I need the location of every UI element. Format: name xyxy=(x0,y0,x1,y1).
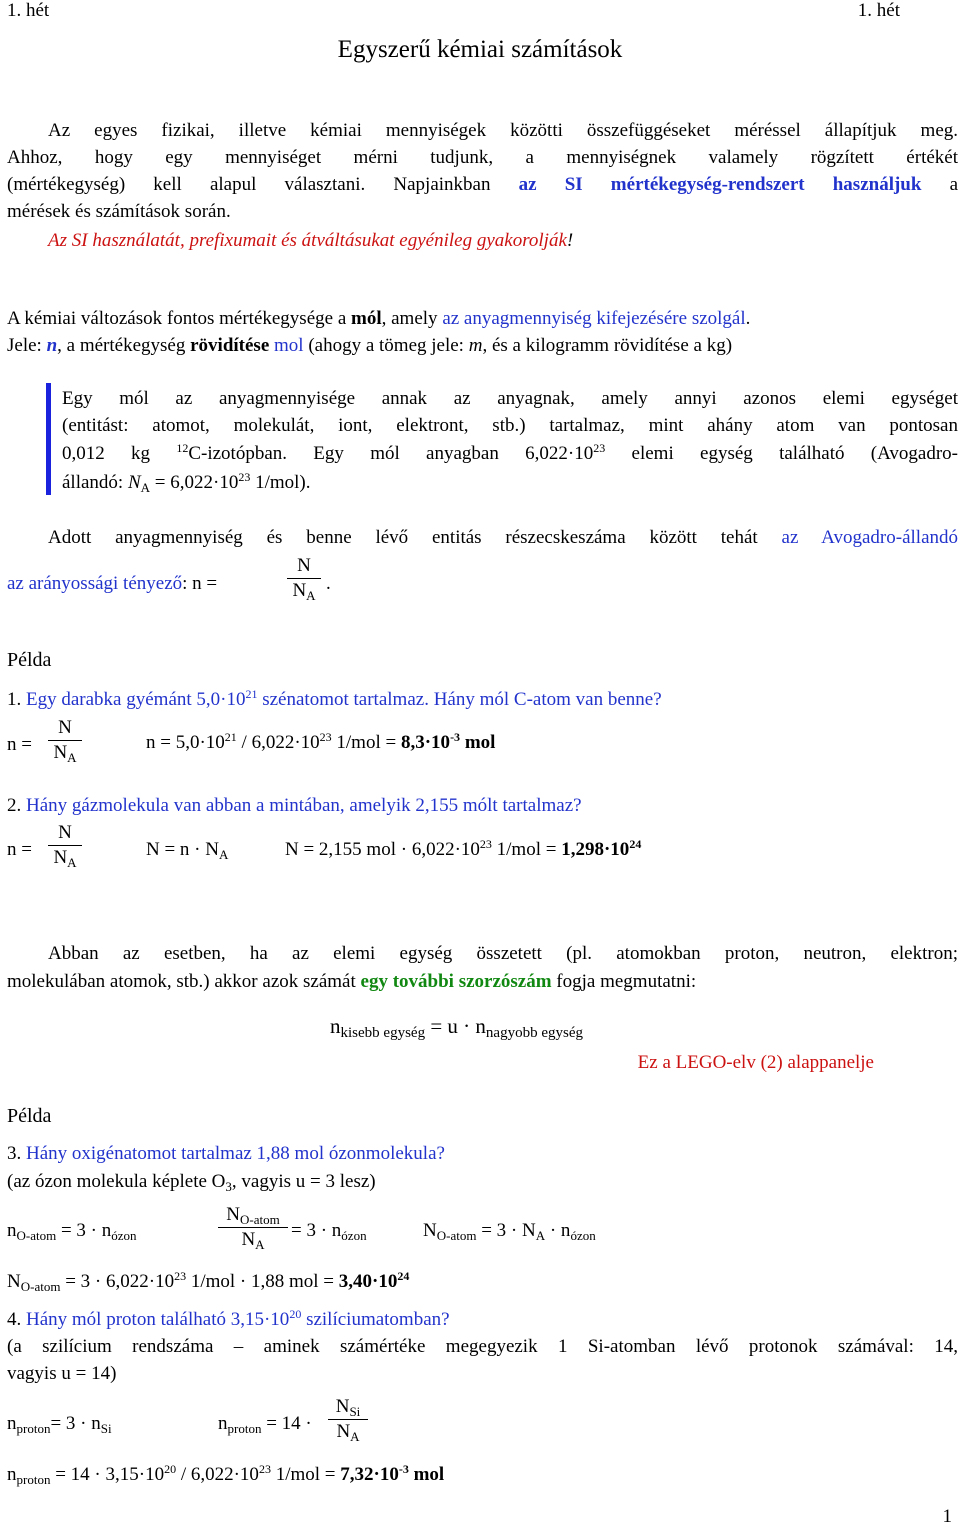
header-right: 1. hét xyxy=(857,0,900,21)
definition-line-3: 0,012 kg $^{12}$C-izotópban. Egy mól anyagban $6,022\cdot 10^{23}$ elemi egység található (Avogadro- xyxy=(62,441,959,464)
lego-note: Ez a LEGO-elv (2) alappanelje xyxy=(637,1052,874,1073)
solution-1: $n = 5,0\cdot 10^{21} / 6,022\cdot 10^{23}$ $1/mol = 8,3\cdot 10^{-3}$ mol xyxy=(146,730,496,753)
definition-line-1: Egy mól az anyagmennyisége annak az anyagnak, amely annyi azonos elemi egységet xyxy=(62,388,958,409)
ratio-end: . xyxy=(326,573,331,594)
ratio-line-1: Adott anyagmennyiség és benne lévő entitás részecskeszáma között tehát az Avogadro-állandó xyxy=(48,527,959,548)
intro-line-4: mérések és számítások során. xyxy=(7,201,231,222)
ratio-fraction: $\frac{N}{N_A}$ xyxy=(287,554,321,603)
si-practice-note: Az SI használatát, prefixumait és átváltásukat egyénileg gyakorolják! xyxy=(48,230,574,251)
equation-3-fraction: $N_{O-atom}$ $N_A$ xyxy=(218,1203,288,1252)
mol-symbol-line: Jele: n, a mértékegység rövidítése mol (ahogy a tömeg jele: m, és a kilogramm rövidítése a kg) xyxy=(7,335,733,356)
equation-4a: $n_{proton}= 3 \cdot n_{Si}$ xyxy=(7,1413,112,1436)
result-3: $N_{O-atom} = 3 \cdot 6,022\cdot 10^{23}$ 1/mol · 1,88 mol = $3,40\cdot 10^{24}$ xyxy=(7,1269,410,1294)
intro-line-1: Az egyes fizikai, illetve kémiai mennyiségek közötti összefüggéseket méréssel állapítjuk meg. xyxy=(48,120,958,141)
definition-bar xyxy=(46,383,51,495)
compound-line-1: Abban az esetben, ha az elemi egység összetett (pl. atomokban proton, neutron, elektron; xyxy=(48,943,958,964)
formula-1-fraction: $\frac{N}{N_A}$ xyxy=(48,716,82,765)
compound-line-2: molekulában atomok, stb.) akkor azok számát egy további szorzószám fogja megmutatni: xyxy=(7,971,697,992)
lego-formula: $n_{kisebb egység} = u \cdot n_{nagyobb egység}$ xyxy=(330,1014,583,1041)
formula-2-fraction: $\frac{N}{N_A}$ xyxy=(48,821,82,870)
question-2: 2. Hány gázmolekula van abban a mintában, amelyik 2,155 mólt tartalmaz? xyxy=(7,795,582,816)
result-4: $n_{proton} = 14 \cdot 3,15\cdot 10^{20} / 6,022\cdot 10^{23}$ $1/mol = 7,32\cdot 10^{-3}$ mol xyxy=(7,1462,445,1487)
header-left: 1. hét xyxy=(7,0,50,21)
si-highlight: az SI mértékegység-rendszert használjuk xyxy=(518,174,922,195)
equation-3c: $N_{O-atom} = 3 \cdot N_A \cdot n_{ózon}$ xyxy=(423,1220,596,1243)
equation-3b: = $3 \cdot n_{ózon}$ xyxy=(291,1220,367,1243)
intro-line-3: (mértékegység) kell alapul választani. Napjainkban az SI mértékegység-rendszert használjuk a xyxy=(7,174,959,195)
solution-2b: N = 2,155 mol · $6,022\cdot 10^{23}$ $1/mol = 1,298\cdot 10^{24}$ xyxy=(285,837,642,860)
example-heading-1: Példa xyxy=(7,649,52,671)
definition-line-4: állandó: $N_A = 6,022\cdot 10^{23}$ 1/mol). xyxy=(62,470,311,495)
equation-3a: $n_{O-atom} = 3 \cdot n_{ózon}$ xyxy=(7,1220,137,1243)
mol-intro-line: A kémiai változások fontos mértékegysége a mól, amely az anyagmennyiség kifejezésére szolgál. xyxy=(7,308,751,329)
ratio-line-2: az arányossági tényező: n = xyxy=(7,573,218,594)
equation-4-fraction: $N_{Si}$ $N_A$ xyxy=(328,1395,368,1444)
formula-1-lhs: n = xyxy=(7,734,32,755)
equation-4b: $n_{proton} = 14$ · xyxy=(218,1413,312,1436)
question-1: 1. Egy darabka gyémánt $5,0\cdot 10^{21}$ szénatomot tartalmaz. Hány mól C-atom van benne? xyxy=(7,687,662,710)
formula-2-lhs: n = xyxy=(7,839,32,860)
page-number: 1 xyxy=(942,1506,952,1527)
question-3: 3. Hány oxigénatomot tartalmaz 1,88 mol ózonmolekula? xyxy=(7,1143,445,1164)
question-4: 4. Hány mól proton található $3,15\cdot 10^{20}$ szilíciumatomban? xyxy=(7,1307,450,1330)
solution-2a: $N = n \cdot N_A$ xyxy=(146,839,229,862)
question-4-note-2: vagyis u = 14) xyxy=(7,1363,117,1384)
page-title: Egyszerű kémiai számítások xyxy=(337,36,623,63)
question-3-note: (az ózon molekula képlete $O_3$, vagyis u = 3 lesz) xyxy=(7,1171,376,1194)
definition-line-2: (entitást: atomot, molekulát, iont, elektront, stb.) tartalmaz, mint ahány atom van pontosan xyxy=(62,415,958,436)
example-heading-2: Példa xyxy=(7,1105,52,1127)
intro-line-2: Ahhoz, hogy egy mennyiséget mérni tudjunk, a mennyiségnek valamely rögzített értékét xyxy=(7,147,958,168)
question-4-note-1: (a szilícium rendszáma – aminek számértéke megegyezik 1 Si-atomban lévő protonok számával: 14, xyxy=(7,1336,958,1357)
